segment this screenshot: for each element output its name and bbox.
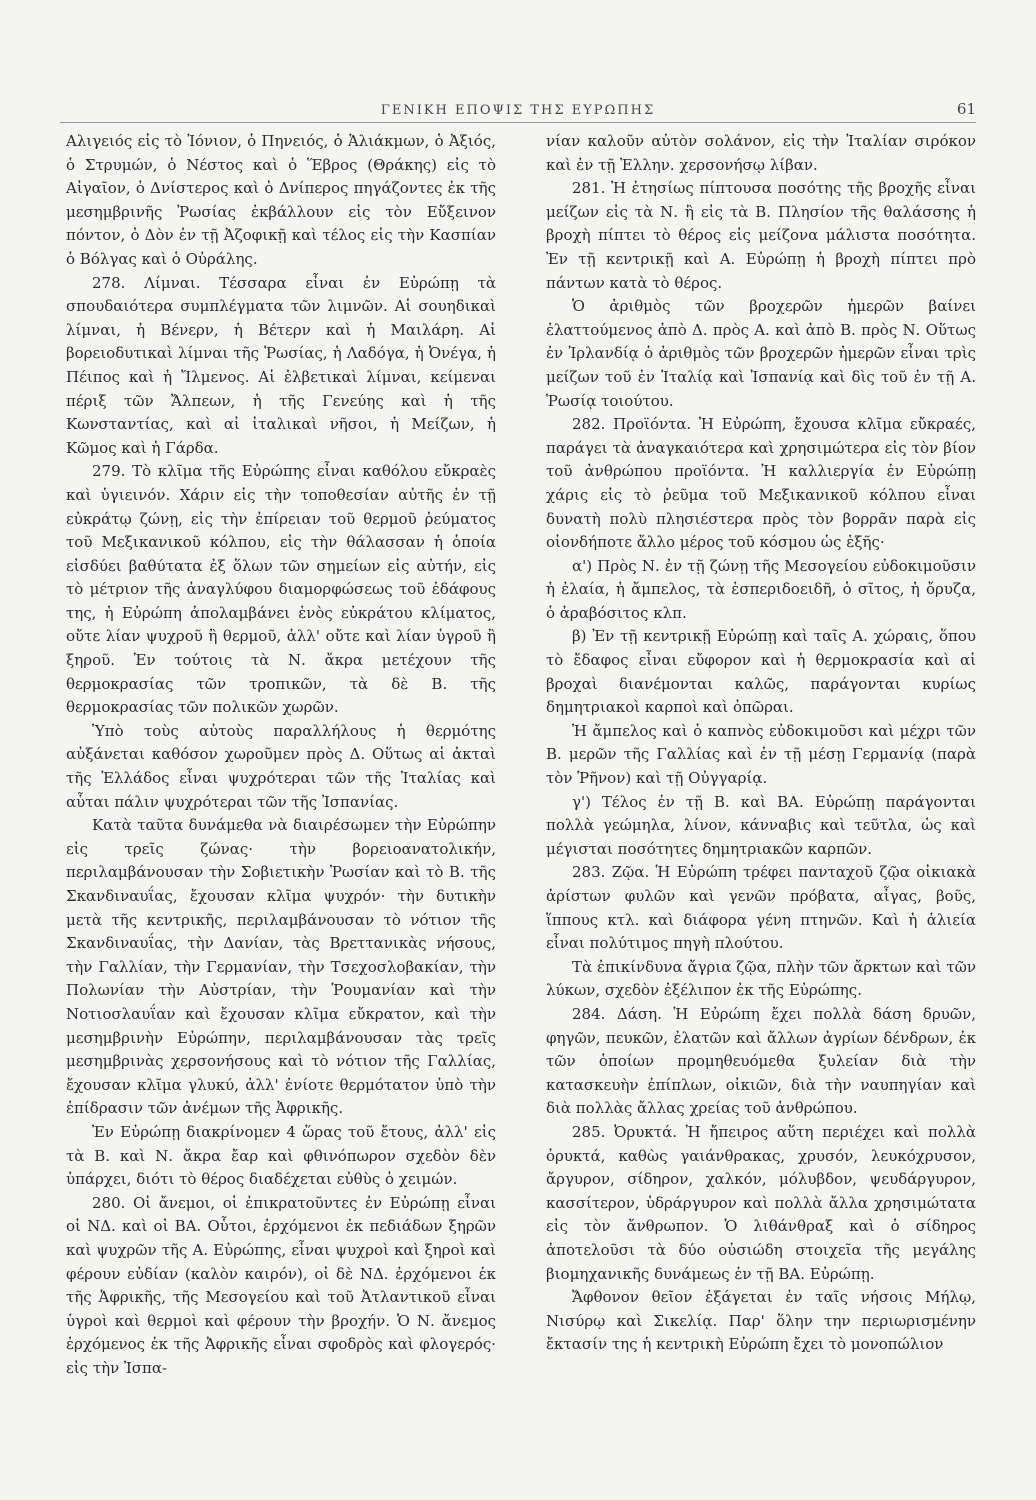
paragraph: 281. Ἡ ἐτησίως πίπτουσα ποσότης τῆς βροχῆς εἶναι μείζων εἰς τὰ Ν. ἢ εἰς τὰ Β. Πλησίον τῆς θαλάσσης ἡ βροχὴ πίπτει τὸ θέρος εἰς μείζονα μάλιστα ποσότητα. Ἐν τῇ κεντρικῇ καὶ Α. Εὐρώπῃ ἡ βροχὴ πίπτει πρὸ πάντων κατὰ τὸ θέρος. bbox=[546, 179, 976, 292]
page-number: 61 bbox=[956, 100, 976, 118]
right-column bbox=[546, 130, 976, 1380]
paragraph: νίαν καλοῦν αὐτὸν σολάνον, εἰς τὴν Ἰταλίαν σιρόκον καὶ ἐν τῇ Ἑλλην. χερσονήσῳ λίβαν. bbox=[546, 132, 976, 174]
paragraph: γ') Τέλος ἐν τῇ Β. καὶ ΒΑ. Εὐρώπῃ παράγονται πολλὰ γεώμηλα, λίνον, κάνναβις καὶ τεῦτλα, ὡς καὶ μέγισται ποσότητες δημητριακῶν καρπῶν. bbox=[546, 792, 976, 858]
paragraph: Ἐν Εὐρώπῃ διακρίνομεν 4 ὥρας τοῦ ἔτους, ἀλλ' εἰς τὰ Β. καὶ Ν. ἄκρα ἔαρ καὶ φθινόπωρον σχεδὸν δὲν ὑπάρχει, διότι τὸ θέρος διαδέχεται εὐθὺς ὁ χειμών. bbox=[66, 1122, 496, 1189]
paragraph: 280. Οἱ ἄνεμοι, οἱ ἐπικρατοῦντες ἐν Εὐρώπῃ εἶναι οἱ ΝΔ. καὶ οἱ ΒΑ. Οὗτοι, ἐρχόμενοι ἐκ πεδιάδων ξηρῶν καὶ ψυχρῶν τῆς Α. Εὐρώπης, εἶναι ψυχροὶ καὶ ξηροὶ καὶ φέρουν εὐδίαν (καλὸν καιρόν), οἱ δὲ ΝΔ. ἐρχόμενοι ἐκ τῆς Ἀφρικῆς, τῆς Μεσογείου καὶ τοῦ Ἀτλαντικοῦ εἶναι ὑγροὶ καὶ θερμοὶ καὶ φέρουν τὴν βροχήν. Ὁ Ν. ἄνεμος ἐρχόμενος ἐκ τῆς Ἀφρικῆς εἶναι σφοδρὸς καὶ φλογερός· εἰς τὴν Ἰσπα- bbox=[66, 1193, 496, 1377]
paragraph: 279. Τὸ κλῖμα τῆς Εὐρώπης εἶναι καθόλου εὔκραὲς καὶ ὑγιεινόν. Χάριν εἰς τὴν τοποθεσίαν αὐτῆς ἐν τῇ εὐκράτῳ ζώνῃ, εἰς τὴν ἐπίρειαν τοῦ θερμοῦ ῥεύματος τοῦ Μεξικανικοῦ κόλπου, εἰς τὴν θάλασσαν ἡ ὁποία εἰσδύει βαθύτατα ἐξ ὅλων τῶν σημείων εἰς αὐτήν, εἰς τὸ μέτριον τῆς ἀναγλύφου διαμορφώσεως τοῦ ἐδάφους της, ἡ Εὐρώπη ἀπολαμβάνει ἑνὸς εὐκράτου κλίματος, οὔτε λίαν ψυχροῦ ἢ θερμοῦ, ἀλλ' οὔτε καὶ λίαν ὑγροῦ ἢ ξηροῦ. Ἐν τούτοις τὰ Ν. ἄκρα μετέχουν τῆς θερμοκρασίας τῶν τροπικῶν, τὰ δὲ Β. τῆς θερμοκρασίας τῶν πολικῶν χωρῶν. bbox=[66, 462, 496, 717]
paragraph: Ὁ ἀριθμὸς τῶν βροχερῶν ἡμερῶν βαίνει ἐλαττούμενος ἀπὸ Δ. πρὸς Α. καὶ ἀπὸ Β. πρὸς Ν. Οὕτως ἐν Ἰρλανδίᾳ ὁ ἀριθμὸς τῶν βροχερῶν ἡμερῶν εἶναι τρὶς μείζων τοῦ ἐν Ἰταλίᾳ καὶ Ἰσπανίᾳ καὶ δὶς τοῦ ἐν τῇ Α. Ῥωσίᾳ τοιούτου. bbox=[546, 297, 976, 410]
paragraph: β) Ἐν τῇ κεντρικῇ Εὐρώπῃ καὶ ταῖς Α. χώραις, ὅπου τὸ ἔδαφος εἶναι εὔφορον καὶ ἡ θερμοκρασία καὶ αἱ βροχαὶ διανέμονται καλῶς, παράγονται κυρίως δημητριακοὶ καρποὶ καὶ ὀπῶραι. bbox=[546, 627, 976, 717]
paragraph: Ἄφθονον θεῖον ἐξάγεται ἐν ταῖς νήσοις Μήλῳ, Νισύρῳ καὶ Σικελίᾳ. Παρ' ὅλην την περιωρισμένην ἔκτασίν της ἡ κεντρικὴ Εὐρώπη ἔχει τὸ μονοπώλιον bbox=[546, 1288, 976, 1354]
page-title: ΓΕΝΙΚΗ ΕΠΟΨΙΣ ΤΗΣ ΕΥΡΩΠΗΣ bbox=[380, 103, 656, 118]
paragraph: 285. Ὀρυκτά. Ἡ ἤπειρος αὕτη περιέχει καὶ πολλὰ ὀρυκτά, καθὼς γαιάνθρακας, χρυσόν, λευκόχρυσον, ἄργυρον, σίδηρον, χαλκόν, μόλυβδον, ψευδάργυρον, κασσίτερον, ὑδράργυρον καὶ πολλὰ ἄλλα χρησιμώτατα εἰς τὸν ἄνθρωπον. Ὁ λιθάνθραξ καὶ ὁ σίδηρος ἀποτελοῦσι τὰ δύο οὐσιώδη στοιχεῖα τῆς μεγάλης βιομηχανικῆς δυνάμεως ἐν τῇ ΒΑ. Εὐρώπῃ. bbox=[546, 1122, 976, 1283]
paragraph: 284. Δάση. Ἡ Εὐρώπη ἔχει πολλὰ δάση δρυῶν, φηγῶν, πευκῶν, ἐλατῶν καὶ ἄλλων ἀγρίων δένδρων, ἐκ τῶν ὁποίων προμηθευόμεθα ξυλείαν διὰ τὴν κατασκευὴν ἐπίπλων, οἰκιῶν, διὰ τὴν ναυπηγίαν καὶ διὰ πολλὰς ἄλλας χρείας τοῦ ἀνθρώπου. bbox=[546, 1004, 976, 1118]
paragraph: 283. Ζῷα. Ἡ Εὐρώπη τρέφει πανταχοῦ ζῷα οἰκιακὰ ἀρίστων φυλῶν καὶ γενῶν πρόβατα, αἶγας, βοῦς, ἵππους κτλ. καὶ διάφορα γένη πτηνῶν. Καὶ ἡ ἁλιεία εἶναι πολύτιμος πηγὴ πλούτου. bbox=[546, 863, 976, 953]
running-head bbox=[60, 92, 976, 123]
text-columns bbox=[66, 130, 976, 1380]
paragraph: Τὰ ἐπικίνδυνα ἄγρια ζῷα, πλὴν τῶν ἄρκτων καὶ τῶν λύκων, σχεδὸν ἐξέλιπον ἐκ τῆς Εὐρώπης. bbox=[546, 957, 976, 1000]
paragraph: Κατὰ ταῦτα δυνάμεθα νὰ διαιρέσωμεν τὴν Εὐρώπην εἰς τρεῖς ζώνας· τὴν βορειοανατολικήν, περιλαμβάνουσαν τὴν Σοβιετικὴν Ῥωσίαν καὶ τὸ Β. τῆς Σκανδιναυΐας, ἔχουσαν κλῖμα ψυχρόν· τὴν δυτικὴν μετὰ τῆς κεντρικῆς, περιλαμβάνουσαν τὸ νότιον τῆς Σκανδιναυΐας, τὴν Δανίαν, τὰς Βρεττανικὰς νήσους, τὴν Γαλλίαν, τὴν Γερμανίαν, τὴν Τσεχοσλοβακίαν, τὴν Πολωνίαν τὴν Αὐστρίαν, τὴν Ῥουμανίαν καὶ τὴν Νοτιοσλαυΐαν καὶ ἔχουσαν κλῖμα εὔκρατον, καὶ τὴν μεσημβρινὴν Εὐρώπην, περιλαμβάνουσαν τὰς τρεῖς μεσημβρινὰς χερσονήσους καὶ τὸ νότιον τῆς Γαλλίας, ἔχουσαν κλῖμα γλυκύ, ἀλλ' ἐνίοτε θερμότατον ὑπὸ τὴν ἐπίδρασιν τῶν ἀνέμων τῆς Ἀφρικῆς. bbox=[66, 816, 496, 1118]
paragraph: Αλιγειός εἰς τὸ Ἰόνιον, ὁ Πηνειός, ὁ Ἁλιάκμων, ὁ Ἀξιός, ὁ Στρυμών, ὁ Νέστος καὶ ὁ Ἕβρος (Θράκης) εἰς τὸ Αἰγαῖον, ὁ Δνίστερος καὶ ὁ Δνίπερος πηγάζοντες ἐκ τῆς μεσημβρινῆς Ῥωσίας ἐκβάλλουν εἰς τὸν Εὔξεινον πόντον, ὁ Δὸν ἐν τῇ Ἀζοφικῇ καὶ τέλος εἰς τὴν Κασπίαν ὁ Βόλγας καὶ ὁ Οὐράλης. bbox=[66, 132, 496, 268]
paragraph: Ἡ ἄμπελος καὶ ὁ καπνὸς εὐδοκιμοῦσι καὶ μέχρι τῶν Β. μερῶν τῆς Γαλλίας καὶ ἐν τῇ μέσῃ Γερμανίᾳ (παρὰ τὸν Ῥῆνον) καὶ τῇ Οὐγγαρίᾳ. bbox=[546, 721, 976, 788]
paragraph: 282. Προϊόντα. Ἡ Εὐρώπη, ἔχουσα κλῖμα εὔκραές, παράγει τὰ ἀναγκαιότερα καὶ χρησιμώτερα εἰς τὸν βίον τοῦ ἀνθρώπου προϊόντα. Ἡ καλλιεργία ἐν Εὐρώπῃ χάρις εἰς τὸ ῥεῦμα τοῦ Μεξικανικοῦ κόλπου εἶναι δυνατὴ πολὺ πλησιέστερα πρὸς τὸν βορρᾶν παρὰ εἰς οἱονδήποτε ἄλλο μέρος τοῦ κόσμου ὡς ἑξῆς· bbox=[546, 415, 976, 552]
left-column bbox=[66, 130, 496, 1380]
paragraph: Ὑπὸ τοὺς αὐτοὺς παραλλήλους ἡ θερμότης αὐξάνεται καθόσον χωροῦμεν πρὸς Δ. Οὕτως αἱ ἀκταὶ τῆς Ἑλλάδος εἶναι ψυχρότεραι τῶν τῆς Ἰταλίας καὶ αὗται πάλιν ψυχρότεραι τῶν τῆς Ἰσπανίας. bbox=[66, 721, 496, 811]
paragraph: 278. Λίμναι. Τέσσαρα εἶναι ἐν Εὐρώπῃ τὰ σπουδαιότερα συμπλέγματα τῶν λιμνῶν. Αἱ σουηδικαὶ λίμναι, ἡ Βένερν, ἡ Βέτερν καὶ ἡ Μαιλάρη. Αἱ βορειοδυτικαὶ λίμναι τῆς Ῥωσίας, ἡ Λαδόγα, ἡ Ὀνέγα, ἡ Πέιπος καὶ ἡ Ἴλμενος. Αἱ ἑλβετικαὶ λίμναι, κείμεναι πέριξ τῶν Ἄλπεων, ἡ τῆς Γενεύης καὶ ἡ τῆς Κωνσταντίας, καὶ αἱ ἰταλικαὶ νῆσοι, ἡ Μείζων, ἡ Κῶμος καὶ ἡ Γάρδα. bbox=[66, 273, 496, 457]
paragraph: α') Πρὸς Ν. ἐν τῇ ζώνῃ τῆς Μεσογείου εὐδοκιμοῦσιν ἡ ἐλαία, ἡ ἄμπελος, τὰ ἑσπεριδοειδῆ, ὁ σῖτος, ἡ ὄρυζα, ὁ ἀραβόσιτος κλπ. bbox=[546, 556, 976, 622]
